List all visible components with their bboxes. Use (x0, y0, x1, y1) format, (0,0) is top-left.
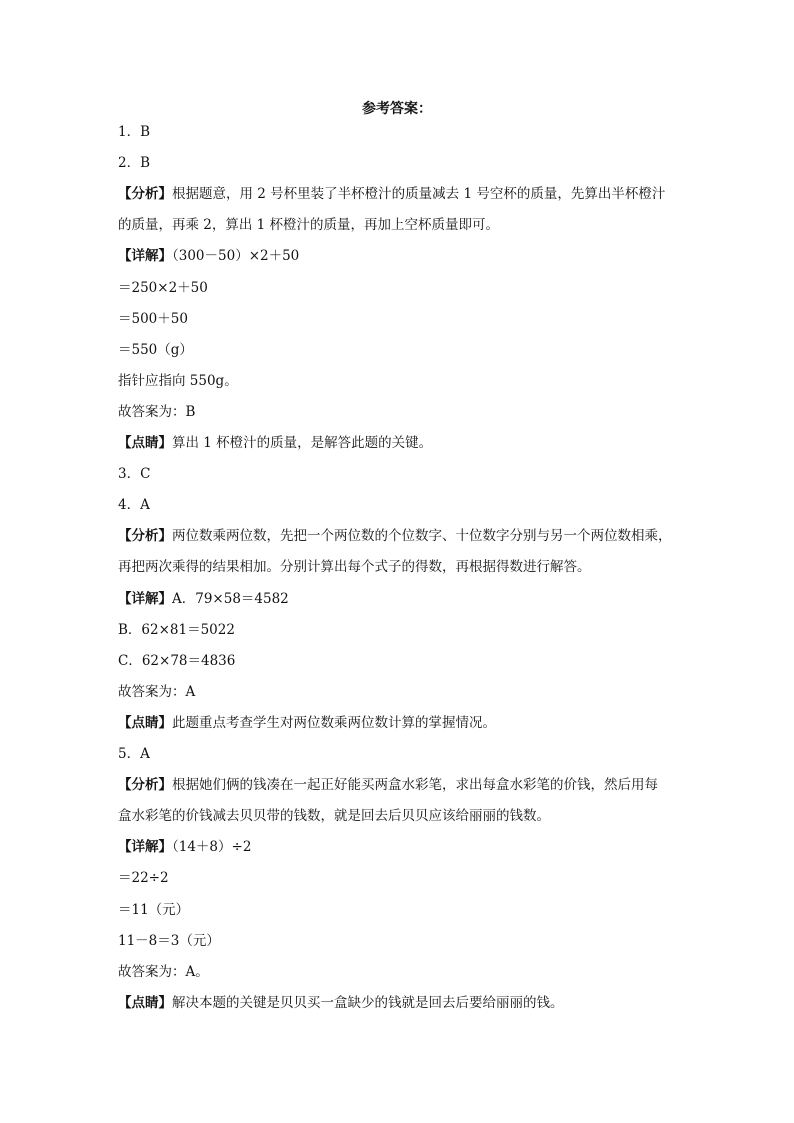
line-text: ＝550（g） (118, 341, 193, 358)
line-text: 故答案为：A (118, 683, 196, 700)
section-tag: 【分析】 (118, 777, 172, 794)
section-tag: 【详解】 (118, 590, 172, 607)
answer-line (118, 154, 690, 172)
page-title: 参考答案： (362, 101, 432, 117)
line-text: ＝22÷2 (118, 870, 169, 887)
section-tag: 【点睛】 (118, 435, 172, 451)
answer-line (118, 185, 690, 203)
answer-line (118, 590, 690, 608)
answer-line (118, 776, 690, 794)
line-text: A．79×58＝4582 (172, 590, 289, 607)
answer-line (118, 745, 690, 763)
line-text: 根据题意，用 2 号杯里装了半杯橙汁的质量减去 1 号空杯的质量，先算出半杯橙汁 (172, 186, 666, 203)
line-text: ＝250×2＋50 (118, 279, 208, 296)
answer-line (118, 869, 690, 887)
answer-line (118, 683, 690, 701)
line-text: ＝11（元） (118, 901, 190, 918)
line-text: B．62×81＝5022 (118, 621, 235, 638)
line-text: 4．A (118, 497, 150, 514)
answer-line (118, 341, 690, 359)
line-text: 故答案为：B (118, 403, 196, 420)
section-tag: 【分析】 (118, 528, 172, 545)
answer-line (118, 372, 690, 390)
line-text: 1．B (118, 124, 151, 140)
answer-line (118, 527, 690, 545)
answer-line (118, 714, 690, 732)
line-text: 根据她们俩的钱凑在一起正好能买两盒水彩笔，求出每盒水彩笔的价钱，然后用每 (172, 777, 658, 794)
line-text: 算出 1 杯橙汁的质量，是解答此题的关键。 (172, 435, 433, 451)
section-tag: 【点睛】 (118, 714, 172, 731)
answer-line (118, 807, 690, 825)
line-text: 此题重点考查学生对两位数乘两位数计算的掌握情况。 (172, 714, 496, 731)
answer-line (118, 901, 690, 919)
answer-line (118, 932, 690, 950)
answer-line (118, 963, 690, 981)
section-tag: 【详解】 (118, 839, 172, 856)
line-text: （300－50）×2＋50 (172, 248, 300, 265)
answer-line (118, 434, 690, 452)
line-text: C．62×78＝4836 (118, 652, 236, 669)
answer-line (118, 465, 690, 483)
answer-line (118, 403, 690, 421)
answer-line (118, 621, 690, 639)
answer-line (118, 279, 690, 297)
section-tag: 【分析】 (118, 186, 172, 203)
answer-line (118, 558, 690, 576)
answer-line (118, 310, 690, 328)
line-text: 故答案为：A。 (118, 963, 209, 980)
section-tag: 【点睛】 (118, 994, 172, 1011)
answer-line (118, 652, 690, 670)
line-text: 5．A (118, 746, 150, 762)
line-text: 的质量，再乘 2，算出 1 杯橙汁的质量，再加上空杯质量即可。 (118, 217, 500, 234)
line-text: 两位数乘两位数，先把一个两位数的个位数字、十位数字分别与另一个两位数相乘， (172, 528, 672, 545)
line-text: 指针应指向 550g。 (118, 372, 238, 389)
line-text: ＝500＋50 (118, 310, 188, 327)
line-text: 2．B (118, 155, 151, 172)
answer-line (118, 123, 690, 141)
line-text: 盒水彩笔的价钱减去贝贝带的钱数，就是回去后贝贝应该给丽丽的钱数。 (118, 808, 550, 825)
answer-line (118, 496, 690, 514)
answer-line (118, 838, 690, 856)
section-tag: 【详解】 (118, 248, 172, 265)
line-text: 再把两次乘得的结果相加。分别计算出每个式子的得数，再根据得数进行解答。 (118, 559, 591, 576)
answer-line (118, 247, 690, 265)
answer-line (118, 994, 690, 1012)
line-text: 解决本题的关键是贝贝买一盒缺少的钱就是回去后要给丽丽的钱。 (172, 994, 564, 1011)
line-text: （14＋8）÷2 (172, 839, 252, 856)
answer-line (118, 216, 690, 234)
line-text: 11－8＝3（元） (118, 932, 220, 949)
line-text: 3．C (118, 466, 151, 483)
